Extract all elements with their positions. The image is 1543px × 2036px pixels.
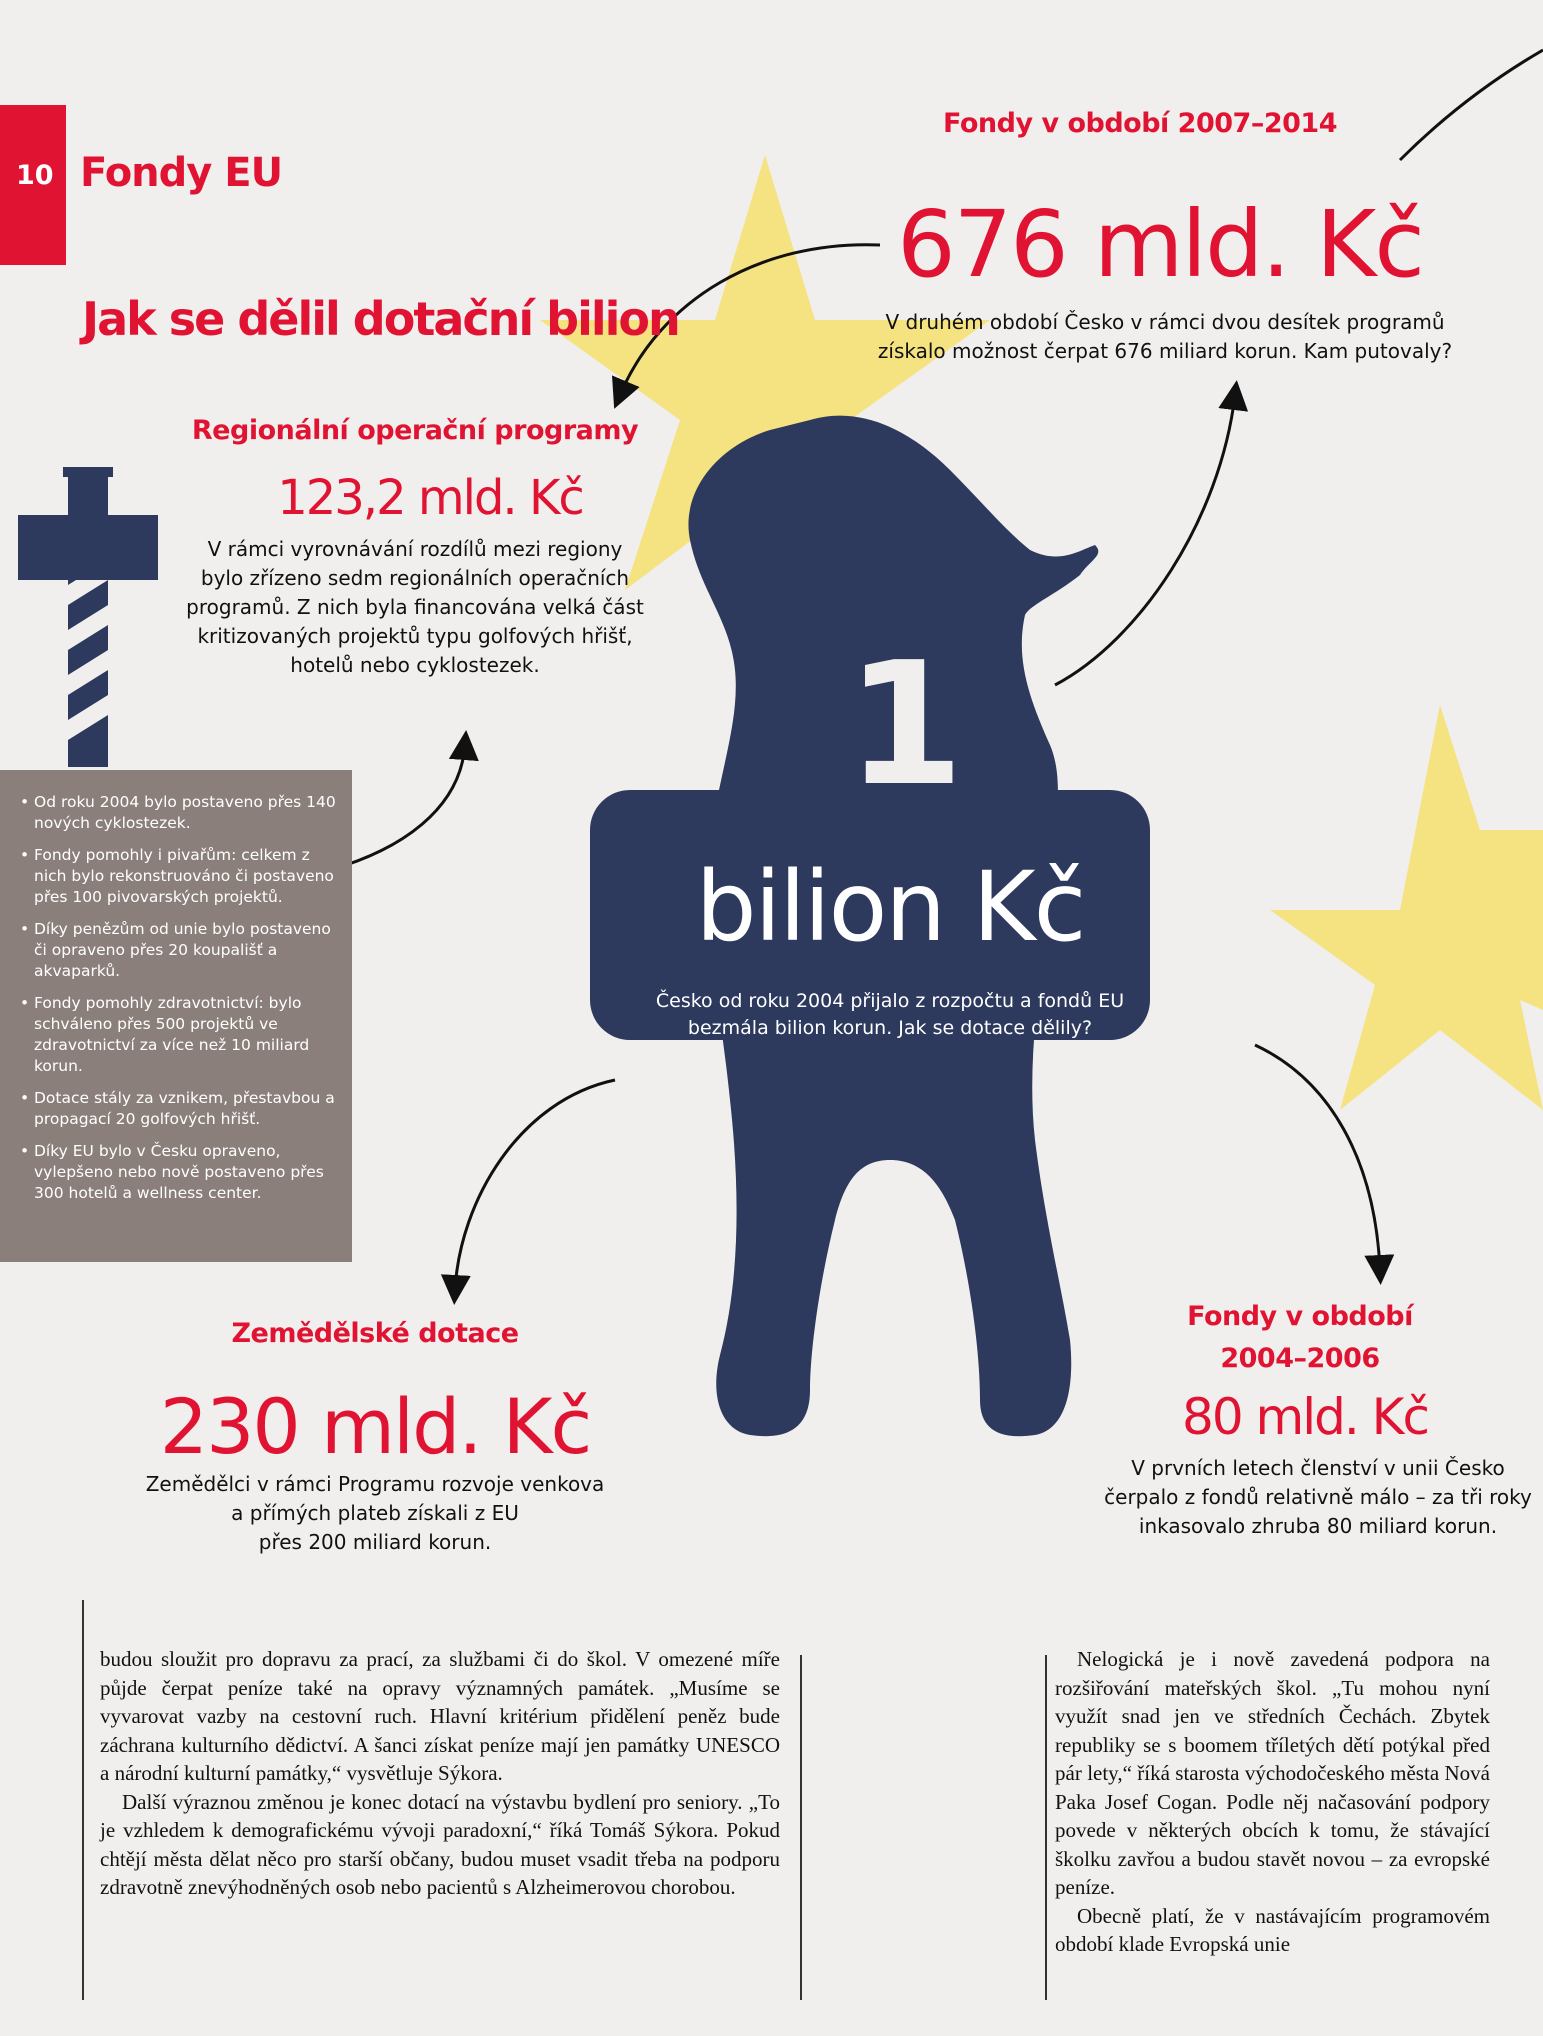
agriculture-amount: 230 mld. Kč [159,1382,591,1471]
center-desc: Česko od roku 2004 přijalo z rozpočtu a fondů EU bezmála bilion korun. Jak se dotace dělily? [655,990,1125,1039]
arrow-offpage-top [1400,50,1543,160]
arrow-to-2007 [1055,395,1235,685]
fact-item: • Díky penězům od unie bylo postaveno či opraveno přes 20 koupališť a akvaparků. [20,919,340,982]
facts-list [0,770,352,1204]
fact-item: • Dotace stály za vznikem, přestavbou a propagací 20 golfových hřišť. [20,1088,340,1130]
article-paragraph: Další výraznou změnou je konec dotací na výstavbu bydlení pro seniory. „To je vzhledem k demografickému vývoji paradoxní,“ říká Tomáš Sýkora. Pokud chtějí města dělat něco pro starší občany, budou muset vsadit třeba na podporu zdravotně znevýhodněných osob nebo pacientů s Alzheimerovou chorobou. [100,1789,780,1899]
regional-label: Regionální operační programy [191,415,639,446]
period-2004-amount: 80 mld. Kč [1182,1388,1428,1446]
fact-item: • Fondy pomohly i pivařům: celkem z nich bylo rekonstruováno či postaveno přes 100 pivovarských projektů. [20,845,340,908]
column-rule [82,1600,84,2000]
period-2007-amount: 676 mld. Kč [897,191,1423,298]
center-big-number: 1 [845,626,965,824]
column-rule [800,1655,802,2000]
agriculture-desc: Zemědělci v rámci Programu rozvoje venkova a přímých plateb získali z EU přes 200 miliard korun. [145,1472,605,1554]
period-2004-desc: V prvních letech členství v unii Česko čerpalo z fondů relativně málo – za tři roky inkasovalo zhruba 80 miliard korun. [1104,1456,1532,1538]
main-headline: Jak se dělil dotační bilion [82,292,679,346]
center-headline: bilion Kč [695,851,1085,963]
page-number: 10 [16,160,54,191]
period-2004-label: Fondy v období 2004–2006 [1187,1301,1413,1374]
fact-item: • Fondy pomohly zdravotnictví: bylo schváleno přes 500 projektů ve zdravotnictví za více než 10 miliard korun. [20,993,340,1077]
border-post-icon [18,455,158,775]
fact-item: • Od roku 2004 bylo postaveno přes 140 nových cyklostezek. [20,792,340,834]
regional-desc: V rámci vyrovnávání rozdílů mezi regiony bylo zřízeno sedm regionálních operačních programů. Z nich byla financována velká část kritizovaných projektů typu golfových hřišť, hotelů nebo cyklostezek. [186,537,644,677]
fact-item: • Díky EU bylo v Česku opraveno, vylepšeno nebo nově postaveno přes 300 hotelů a wellness center. [20,1141,340,1204]
article-column-right [1055,1645,1490,1959]
article-paragraph: Nelogická je i nově zavedená podpora na rozšiřování mateřských škol. „Tu mohou nyní využít snad jen ve středních Čechách. Zbytek republiky se s boomem tříletých dětí potýkal před pár lety,“ říká starosta východočeského města Nová Paka Josef Cogan. Podle něj načasování podpory povede v některých obcích k tomu, že stávající školku zavřou a budou stavět novou – za evropské peníze. [1055,1647,1490,1899]
article-paragraph: budou sloužit pro dopravu za prací, za službami či do škol. V omezené míře půjde čerpat peníze také na opravy významných památek. „Musíme se vyvarovat vazby na cestovní ruch. Hlavní kritérium přidělení peněz bude záchrana kulturního dědictví. A šanci získat peníze mají jen památky UNESCO a národní kulturní památky,“ vysvětluje Sýkora. [100,1647,780,1785]
section-title: Fondy EU [80,150,283,196]
arrow-to-agriculture [455,1080,615,1290]
arrow-to-2004 [1255,1045,1380,1270]
period-2007-label: Fondy v období 2007–2014 [943,108,1337,139]
period-2007-desc: V druhém období Česko v rámci dvou desítek programů získalo možnost čerpat 676 miliard korun. Kam putovaly? [877,310,1453,363]
regional-amount: 123,2 mld. Kč [277,470,583,526]
article-paragraph: Obecně platí, že v nastávajícím programovém období klade Evropská unie [1055,1903,1490,1956]
column-rule [1045,1655,1047,2000]
facts-panel [0,770,352,1262]
agriculture-label: Zemědělské dotace [231,1318,519,1349]
article-column-left [100,1645,780,1902]
